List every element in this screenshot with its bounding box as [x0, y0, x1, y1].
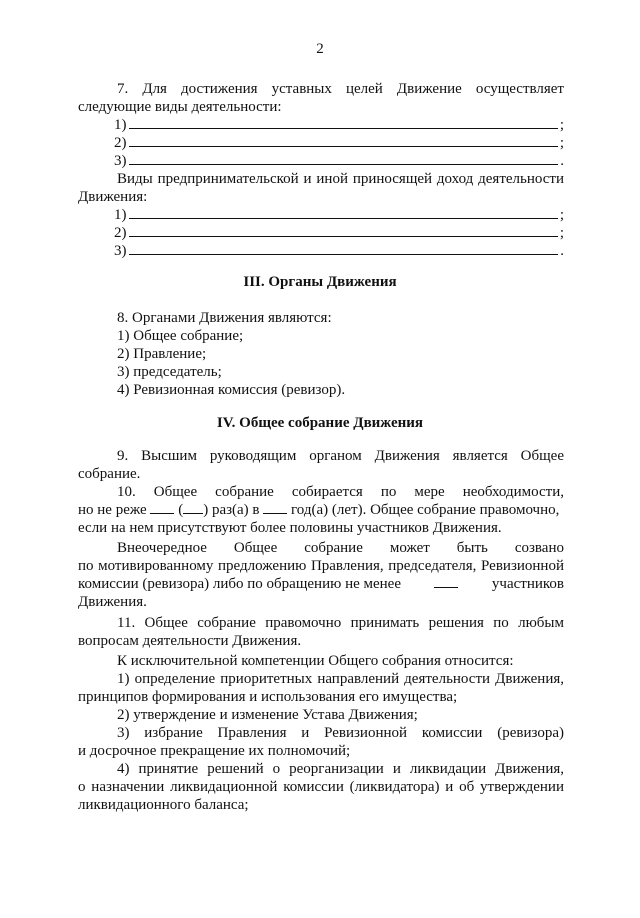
p10-text-d: год(а) (лет). Общее собрание правомочно, [291, 502, 560, 518]
organ-item-3: 3) председатель; [117, 364, 222, 380]
entrepreneurial-num-3: 3) [114, 243, 127, 259]
p11-line1: 11. Общее собрание правомочно принимать решения по любым [117, 615, 564, 631]
competence-3-line1: 3) избрание Правления и Ревизионной комиссии (ревизора) [117, 725, 564, 741]
competence-4-line1: 4) принятие решений о реорганизации и ликвидации Движения, [117, 761, 564, 777]
p10-line3: если на нем присутствуют более половины участников Движения. [78, 520, 502, 536]
extra-blank-count [434, 575, 458, 588]
entrepreneurial-blank-1 [129, 206, 558, 219]
p10-line2 [78, 501, 564, 519]
extra-line1: Внеочередное Общее собрание может быть созвано [117, 540, 564, 556]
activity-num-1: 1) [114, 117, 127, 133]
p11-line2: вопросам деятельности Движения. [78, 633, 302, 649]
activity-blank-3 [129, 152, 559, 165]
extra-text-b: участников [491, 576, 564, 592]
activity-num-2: 2) [114, 135, 127, 151]
entrepreneurial-line2: Движения: [78, 189, 148, 205]
entrepreneurial-line-2 [114, 224, 564, 242]
activity-line-1 [114, 116, 564, 134]
section-4 [78, 447, 564, 814]
extra-line3 [78, 575, 564, 593]
organs-intro: 8. Органами Движения являются: [117, 310, 332, 326]
entrepreneurial-end-1: ; [559, 207, 564, 223]
section-7-intro-line1: 7. Для достижения уставных целей Движение осуществляет [117, 81, 564, 97]
activity-blank-1 [129, 116, 558, 129]
organ-item-4: 4) Ревизионная комиссия (ревизор). [117, 382, 346, 398]
entrepreneurial-line1: Виды предпринимательской и иной приносящей доход деятельности [117, 171, 564, 187]
activity-end-3: . [560, 153, 564, 169]
p10-text-b: ( [178, 502, 184, 518]
p10-text-c: ) раз(а) в [203, 502, 260, 518]
entrepreneurial-num-1: 1) [114, 207, 127, 223]
section-7-intro-line2: следующие виды деятельности: [78, 99, 282, 115]
organ-item-1: 1) Общее собрание; [117, 328, 244, 344]
entrepreneurial-num-2: 2) [114, 225, 127, 241]
p9-line2: собрание. [78, 466, 141, 482]
p10-text-a: но не реже [78, 502, 147, 518]
extra-line2: по мотивированному предложению Правления, председателя, Ревизионной [78, 558, 564, 574]
activity-num-3: 3) [114, 153, 127, 169]
competence-4-line3: ликвидационного баланса; [78, 797, 249, 813]
extra-line4: Движения. [78, 594, 147, 610]
activity-blank-2 [129, 134, 558, 147]
competence-4-line2: о назначении ликвидационной комиссии (ликвидатора) и об утверждении [78, 779, 564, 795]
p10-blank-words [183, 501, 203, 514]
p9-line1: 9. Высшим руководящим органом Движения является Общее [117, 448, 564, 464]
p10-blank-number [150, 501, 174, 514]
section-3 [78, 309, 564, 399]
section-7 [78, 80, 564, 260]
activity-line-2 [114, 134, 564, 152]
competence-3-line2: и досрочное прекращение их полномочий; [78, 743, 351, 759]
extra-text-a: комиссии (ревизора) либо по обращению не менее [78, 576, 401, 592]
activity-end-1: ; [559, 117, 564, 133]
entrepreneurial-blank-3 [129, 242, 559, 255]
entrepreneurial-line-3 [114, 242, 564, 260]
section-4-title: IV. Общее собрание Движения [216, 415, 424, 431]
entrepreneurial-line-1 [114, 206, 564, 224]
section-3-title: III. Органы Движения [243, 274, 397, 290]
p10-line1: 10. Общее собрание собирается по мере необходимости, [117, 484, 564, 500]
entrepreneurial-blank-2 [129, 224, 558, 237]
competence-2: 2) утверждение и изменение Устава Движения; [117, 707, 418, 723]
page-number: 2 [316, 41, 324, 57]
competence-1-line1: 1) определение приоритетных направлений деятельности Движения, [117, 671, 564, 687]
entrepreneurial-end-3: . [560, 243, 564, 259]
competence-intro: К исключительной компетенции Общего собрания относится: [117, 653, 514, 669]
activity-line-3 [114, 152, 564, 170]
entrepreneurial-end-2: ; [559, 225, 564, 241]
activity-end-2: ; [559, 135, 564, 151]
organ-item-2: 2) Правление; [117, 346, 207, 362]
p10-blank-years [263, 501, 287, 514]
competence-1-line2: принципов формирования и использования его имущества; [78, 689, 458, 705]
